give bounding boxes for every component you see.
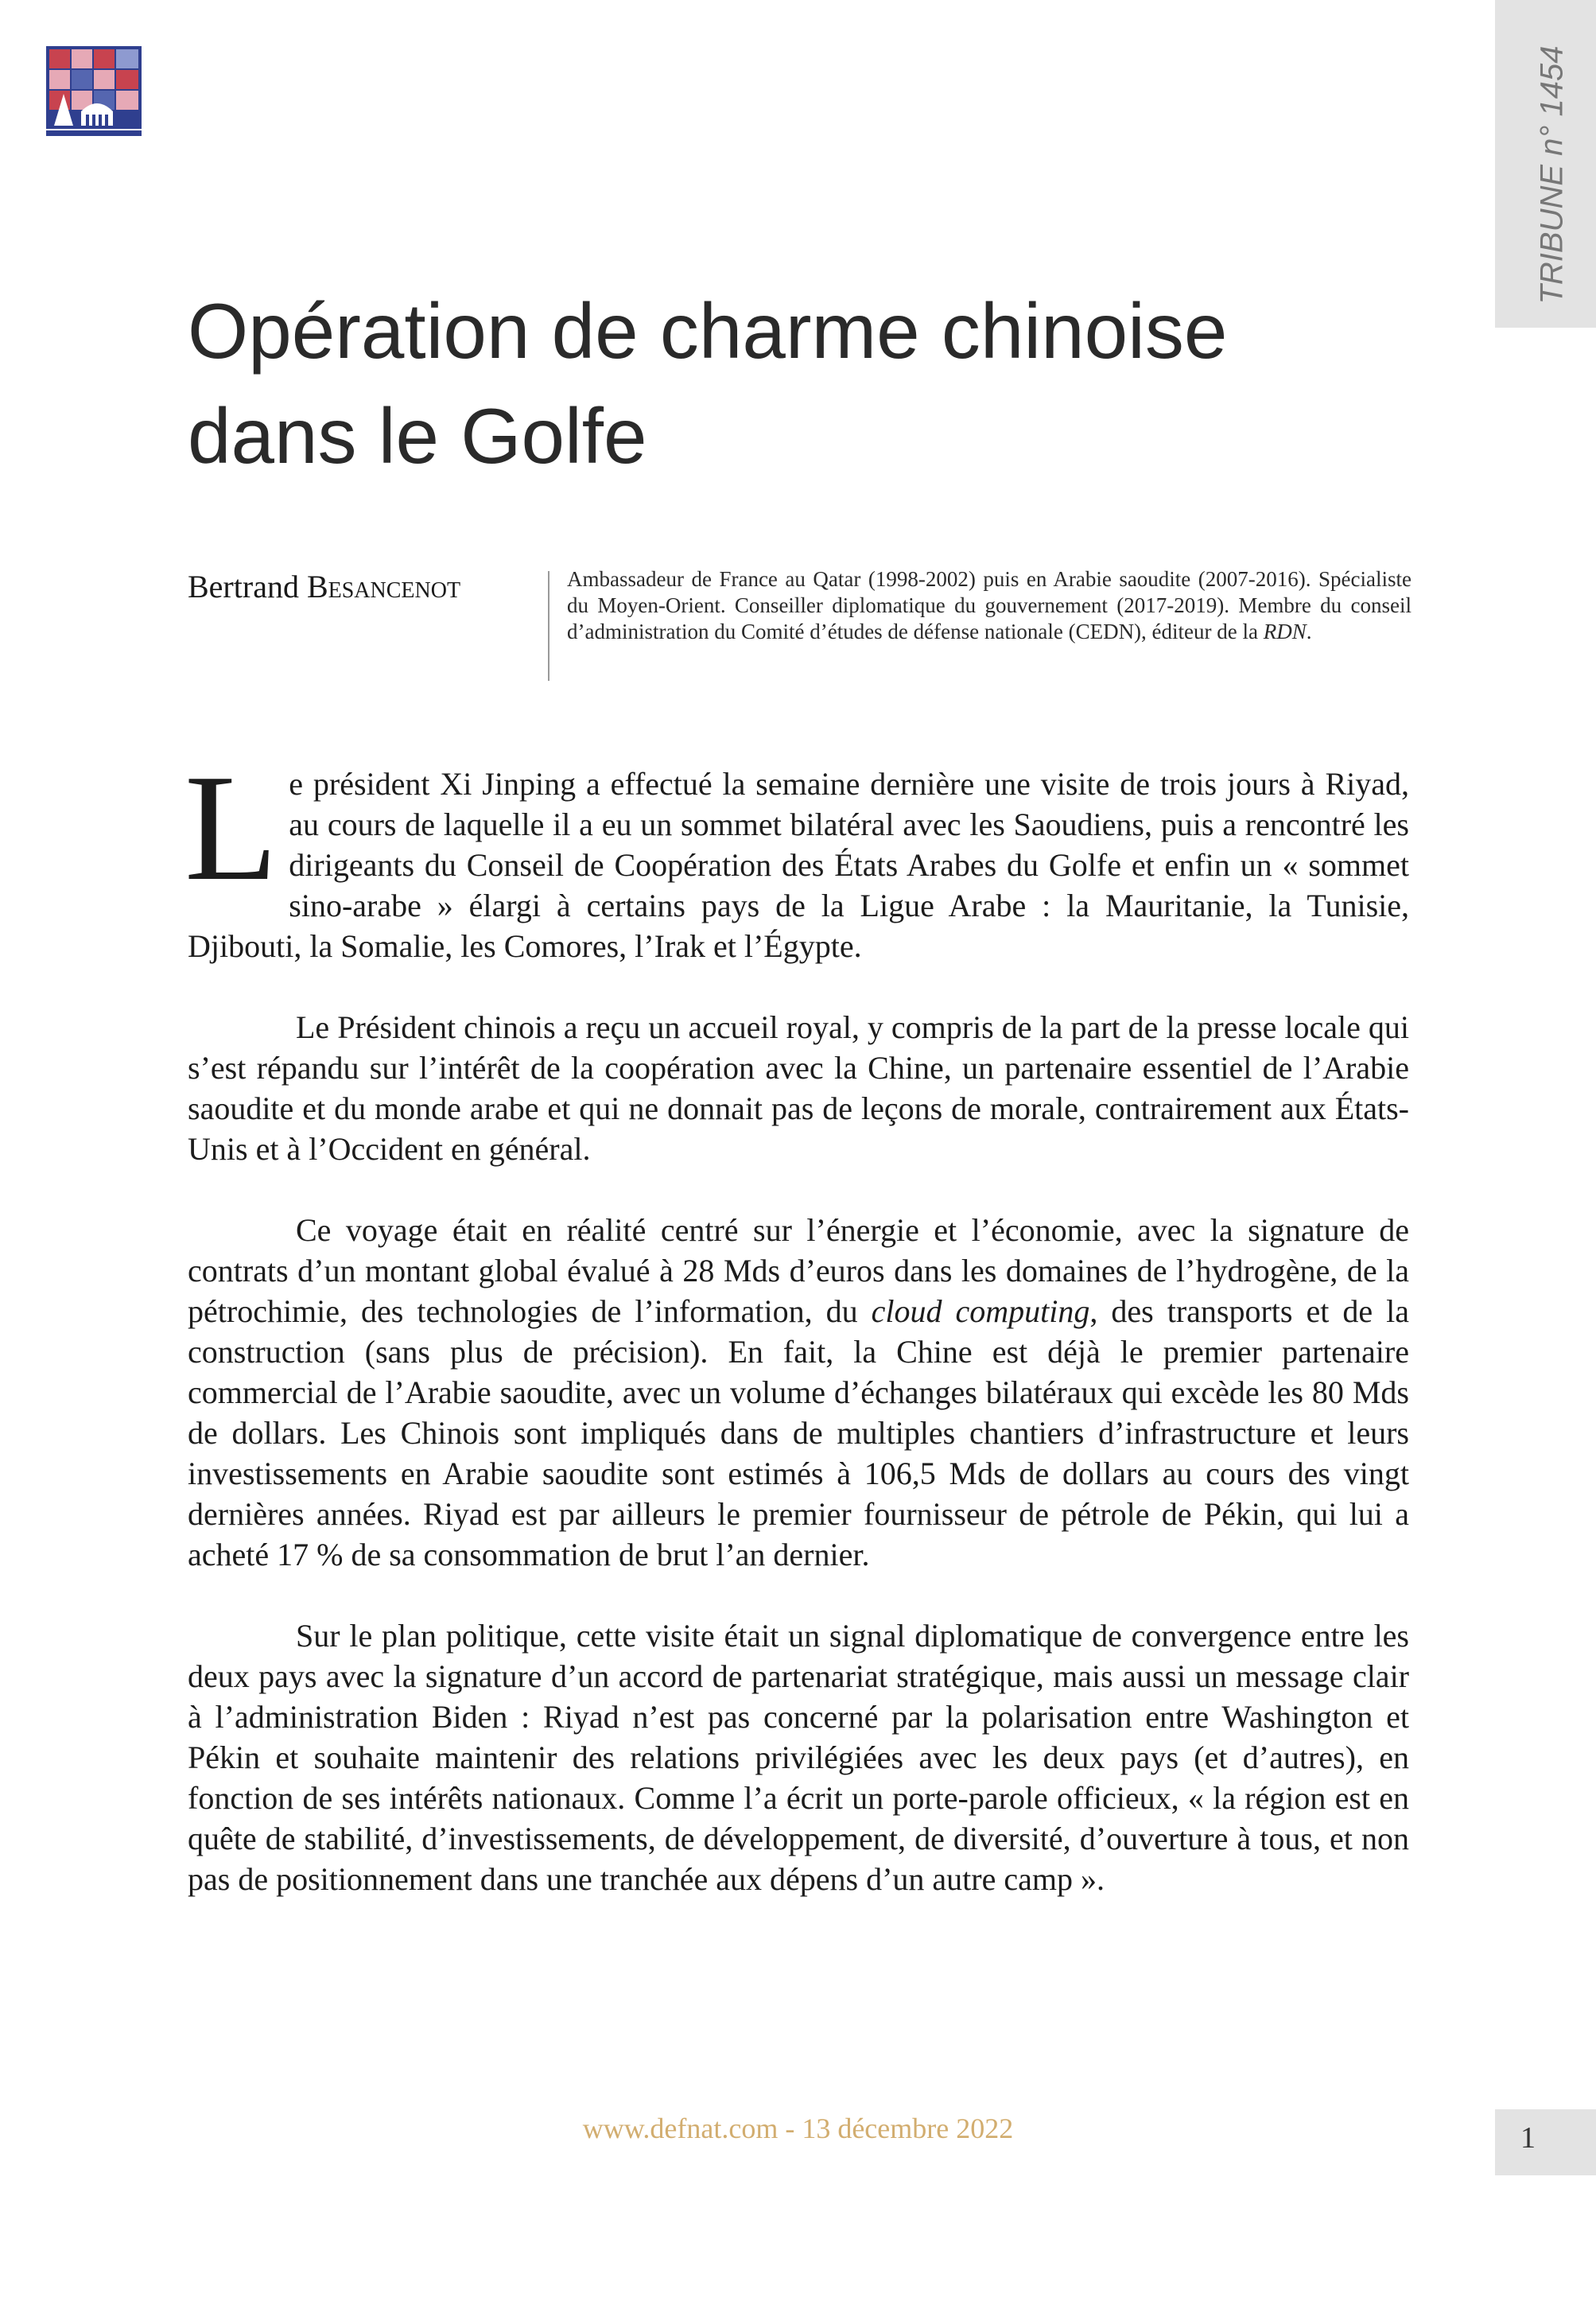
author-bio-end: .	[1306, 620, 1312, 643]
article-body	[184, 743, 1410, 1940]
footer-url-date: www.defnat.com - 13 décembre 2022	[582, 2112, 1014, 2144]
paragraph-2: Le Président chinois a reçu un accueil royal, y compris de la part de la presse locale qui s’est répandu sur l’intérêt de la coopération avec la Chine, un partenaire essentiel de l’Arabie saoudite et du monde arabe et qui ne donnait pas de leçons de morale, contrairement aux États-Unis et à l’Occident en général.	[188, 1009, 1409, 1167]
page-number-box	[1495, 2109, 1596, 2175]
page-number: 1	[1520, 2121, 1536, 2155]
paragraph-4: Sur le plan politique, cette visite était un signal diplomatique de convergence entre les deux pays avec la signature d’un accord de partenariat stratégique, mais aussi un message clair à l’administration Biden : Riyad n’est pas concerné par la polarisation entre Washington et Pékin et souhaite maintenir des relations privilégiées avec les deux pays (et d’autres), en fonction de ses intérêts nationaux. Comme l’a écrit un porte-parole officieux, « la région est en quête de stabilité, d’investissements, de développement, de diversité, d’ouverture à tous, et non pas de positionnement dans une tranchée aux dépens d’un autre camp ».	[188, 1618, 1409, 1897]
paragraph-1-text: e président Xi Jinping a effectué la semaine dernière une visite de trois jours à Riyad, au cours de laquelle il a eu un sommet bilatéral avec les Saoudiens, puis a rencontré les dirigeants du Conseil de Coopération des États Arabes du Golfe et enfin un « sommet sino-arabe » élargi à certains pays de la Ligue Arabe : la Mauritanie, la Tunisie, Djibouti, la Somalie, les Comores, l’Irak et l’Égypte.	[188, 766, 1409, 964]
paragraph-1	[184, 743, 1409, 966]
paragraph-3-text-a: Ce voyage était en réalité centré sur l’énergie et l’économie, avec la signature de contrats d’un montant global évalué à 28 Mds d’euros dans les domaines de l’hydrogène, de la pétrochimie, des technologies de l’information, du	[188, 1212, 1409, 1329]
author-last-name: Besancenot	[306, 569, 461, 604]
paragraph-3	[188, 1210, 1409, 1575]
publisher-logo-icon	[46, 46, 142, 138]
author-bio	[567, 566, 1412, 645]
article-title: Opération de charme chinoise dans le Golfe	[188, 287, 1228, 480]
paragraph-3-text-b: , des transports et de la construction (sans plus de précision). En fait, la Chine est déjà le premier partenaire commercial de l’Arabie saoudite, avec un volume d’échanges bilatéraux qui excède les 80 Mds de dollars. Les Chinois sont impliqués dans de multiples chantiers d’infrastructure et leurs investissements en Arabie saoudite sont estimés à 106,5 Mds de dollars au cours des vingt dernières années. Riyad est par ailleurs le premier fournisseur de pétrole de Pékin, qui lui a acheté 17 % de sa consommation de brut l’an dernier.	[188, 1293, 1410, 1572]
author-bio-rdn: RDN	[1263, 620, 1307, 643]
paragraph-3-italic: cloud computing	[871, 1293, 1090, 1329]
tribune-number-label: TRIBUNE n° 1454	[1534, 45, 1570, 305]
drop-cap: L	[184, 743, 278, 912]
author-first-name: Bertrand	[188, 569, 299, 604]
author-bio-text: Ambassadeur de France au Qatar (1998-2002) puis en Arabie saoudite (2007-2016). Spécialiste du Moyen-Orient. Conseiller diplomatique du gouvernement (2017-2019). Membre du conseil d’administration du Comité d’études de défense nationale (CEDN), éditeur de la	[567, 567, 1412, 643]
author-name	[188, 566, 460, 608]
author-divider	[548, 571, 549, 681]
